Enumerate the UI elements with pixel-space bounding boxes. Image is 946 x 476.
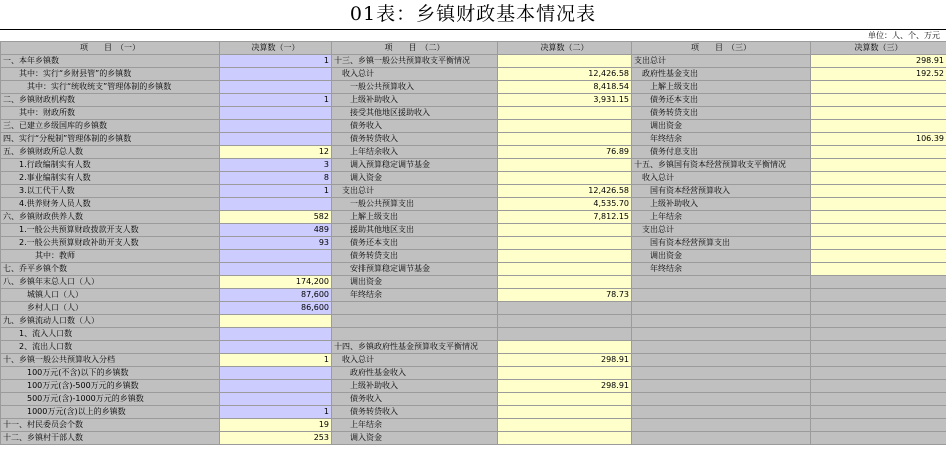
table-row xyxy=(1,211,946,224)
item-label-col3 xyxy=(632,315,811,328)
value-cell-col2[interactable]: 4,535.70 xyxy=(498,198,632,211)
value-cell-col3[interactable]: 192.52 xyxy=(811,68,946,81)
value-cell-col3[interactable] xyxy=(811,185,946,198)
item-label-col1: 2.事业编制实有人数 xyxy=(1,172,220,185)
value-cell-col1[interactable] xyxy=(220,367,332,380)
value-cell-col1[interactable]: 1 xyxy=(220,185,332,198)
item-label-col3 xyxy=(632,380,811,393)
value-cell-col3 xyxy=(811,302,946,315)
value-cell-col1[interactable]: 3 xyxy=(220,159,332,172)
item-label-col3 xyxy=(632,367,811,380)
value-cell-col3 xyxy=(811,315,946,328)
value-cell-col3[interactable] xyxy=(811,224,946,237)
value-cell-col1[interactable] xyxy=(220,107,332,120)
table-row xyxy=(1,380,946,393)
value-cell-col1[interactable] xyxy=(220,68,332,81)
table-row xyxy=(1,120,946,133)
item-label-col3: 调出资金 xyxy=(632,120,811,133)
table-row xyxy=(1,276,946,289)
item-label-col2: 十三、乡镇一般公共预算收支平衡情况 xyxy=(332,55,498,68)
item-label-col1: 500万元(含)-1000万元的乡镇数 xyxy=(1,393,220,406)
value-cell-col2[interactable]: 3,931.15 xyxy=(498,94,632,107)
item-label-col2: 援助其他地区支出 xyxy=(332,224,498,237)
value-cell-col2[interactable] xyxy=(498,419,632,432)
table-row xyxy=(1,68,946,81)
table-row xyxy=(1,367,946,380)
value-cell-col1[interactable] xyxy=(220,198,332,211)
value-cell-col1[interactable]: 1 xyxy=(220,94,332,107)
item-label-col2: 调入资金 xyxy=(332,432,498,445)
table-row xyxy=(1,354,946,367)
value-cell-col1[interactable]: 582 xyxy=(220,211,332,224)
value-cell-col3 xyxy=(811,341,946,354)
item-label-col1: 三、已建立乡级国库的乡镇数 xyxy=(1,120,220,133)
value-cell-col2[interactable] xyxy=(498,237,632,250)
unit-note: 单位：人、个、万元 xyxy=(868,31,940,40)
header-col1-label: 项 目 （一） xyxy=(1,42,220,55)
value-cell-col3 xyxy=(811,289,946,302)
item-label-col3: 上年结余 xyxy=(632,211,811,224)
item-label-col3 xyxy=(632,328,811,341)
item-label-col1: 3.以工代干人数 xyxy=(1,185,220,198)
value-cell-col2[interactable] xyxy=(498,133,632,146)
value-cell-col1[interactable] xyxy=(220,250,332,263)
value-cell-col2[interactable]: 12,426.58 xyxy=(498,185,632,198)
item-label-col3: 十五、乡镇国有资本经营预算收支平衡情况 xyxy=(632,159,811,172)
header-col1-value: 决算数（一） xyxy=(220,42,332,55)
value-cell-col2[interactable] xyxy=(498,367,632,380)
item-label-col2: 债务收入 xyxy=(332,120,498,133)
value-cell-col1[interactable]: 1 xyxy=(220,354,332,367)
table-row xyxy=(1,81,946,94)
table-row xyxy=(1,315,946,328)
item-label-col2: 债务转贷支出 xyxy=(332,250,498,263)
value-cell-col2[interactable]: 298.91 xyxy=(498,380,632,393)
item-label-col3 xyxy=(632,341,811,354)
item-label-col2: 政府性基金收入 xyxy=(332,367,498,380)
item-label-col2: 上年结余收入 xyxy=(332,146,498,159)
header-col3-value: 决算数（三） xyxy=(811,42,946,55)
value-cell-col3[interactable] xyxy=(811,211,946,224)
header-col3-label: 项 目 （三） xyxy=(632,42,811,55)
value-cell-col3 xyxy=(811,367,946,380)
item-label-col2: 收入总计 xyxy=(332,68,498,81)
item-label-col1: 1000万元(含)以上的乡镇数 xyxy=(1,406,220,419)
item-label-col1: 城镇人口（人） xyxy=(1,289,220,302)
value-cell-col3[interactable] xyxy=(811,159,946,172)
value-cell-col1[interactable] xyxy=(220,133,332,146)
item-label-col2: 安排预算稳定调节基金 xyxy=(332,263,498,276)
item-label-col3 xyxy=(632,302,811,315)
item-label-col3 xyxy=(632,289,811,302)
value-cell-col2[interactable] xyxy=(498,393,632,406)
item-label-col2: 收入总计 xyxy=(332,354,498,367)
value-cell-col2[interactable] xyxy=(498,406,632,419)
value-cell-col2[interactable]: 298.91 xyxy=(498,354,632,367)
value-cell-col1[interactable] xyxy=(220,393,332,406)
table-row xyxy=(1,341,946,354)
item-label-col1: 其中：教师 xyxy=(1,250,220,263)
table-row xyxy=(1,133,946,146)
value-cell-col2[interactable] xyxy=(498,263,632,276)
item-label-col3: 年终结余 xyxy=(632,263,811,276)
item-label-col2: 调入预算稳定调节基金 xyxy=(332,159,498,172)
value-cell-col2[interactable] xyxy=(498,159,632,172)
value-cell-col1[interactable] xyxy=(220,315,332,328)
value-cell-col2[interactable]: 8,418.54 xyxy=(498,81,632,94)
table-row xyxy=(1,107,946,120)
value-cell-col1[interactable]: 174,200 xyxy=(220,276,332,289)
table-row xyxy=(1,159,946,172)
item-label-col2: 支出总计 xyxy=(332,185,498,198)
value-cell-col2 xyxy=(498,302,632,315)
table-row xyxy=(1,198,946,211)
value-cell-col1[interactable]: 19 xyxy=(220,419,332,432)
table-row xyxy=(1,406,946,419)
item-label-col1: 八、乡镇年末总人口（人） xyxy=(1,276,220,289)
item-label-col2: 上级补助收入 xyxy=(332,380,498,393)
item-label-col2 xyxy=(332,328,498,341)
item-label-col3 xyxy=(632,354,811,367)
item-label-col2 xyxy=(332,302,498,315)
table-row xyxy=(1,250,946,263)
value-cell-col1[interactable] xyxy=(220,81,332,94)
item-label-col3: 债务转贷支出 xyxy=(632,107,811,120)
value-cell-col3[interactable] xyxy=(811,107,946,120)
value-cell-col2[interactable] xyxy=(498,276,632,289)
item-label-col1: 乡村人口（人） xyxy=(1,302,220,315)
value-cell-col2[interactable] xyxy=(498,55,632,68)
item-label-col1: 十一、村民委员会个数 xyxy=(1,419,220,432)
value-cell-col3[interactable]: 106.39 xyxy=(811,133,946,146)
item-label-col1: 十二、乡镇村干部人数 xyxy=(1,432,220,445)
item-label-col3: 收入总计 xyxy=(632,172,811,185)
value-cell-col2[interactable] xyxy=(498,432,632,445)
item-label-col1: 1.行政编制实有人数 xyxy=(1,159,220,172)
value-cell-col2[interactable]: 7,812.15 xyxy=(498,211,632,224)
value-cell-col2[interactable] xyxy=(498,120,632,133)
item-label-col2: 债务还本支出 xyxy=(332,237,498,250)
item-label-col3: 调出资金 xyxy=(632,250,811,263)
value-cell-col3[interactable]: 298.91 xyxy=(811,55,946,68)
item-label-col3 xyxy=(632,406,811,419)
value-cell-col3[interactable] xyxy=(811,237,946,250)
table-row xyxy=(1,432,946,445)
item-label-col1: 一、本年乡镇数 xyxy=(1,55,220,68)
item-label-col1: 其中：实行“乡财县管”的乡镇数 xyxy=(1,68,220,81)
value-cell-col3 xyxy=(811,276,946,289)
value-cell-col3[interactable] xyxy=(811,81,946,94)
item-label-col3: 政府性基金支出 xyxy=(632,68,811,81)
value-cell-col1[interactable] xyxy=(220,341,332,354)
value-cell-col3 xyxy=(811,393,946,406)
table-row xyxy=(1,302,946,315)
value-cell-col1[interactable] xyxy=(220,120,332,133)
value-cell-col3 xyxy=(811,354,946,367)
item-label-col3: 债务还本支出 xyxy=(632,94,811,107)
table-row xyxy=(1,146,946,159)
item-label-col1: 4.供养财务人员人数 xyxy=(1,198,220,211)
item-label-col3 xyxy=(632,276,811,289)
value-cell-col3 xyxy=(811,419,946,432)
item-label-col1: 100万元(含)-500万元的乡镇数 xyxy=(1,380,220,393)
item-label-col2: 债务转贷收入 xyxy=(332,133,498,146)
table-row xyxy=(1,172,946,185)
item-label-col2: 一般公共预算收入 xyxy=(332,81,498,94)
item-label-col1: 2.一般公共预算财政补助开支人数 xyxy=(1,237,220,250)
item-label-col3: 上级补助收入 xyxy=(632,198,811,211)
value-cell-col2[interactable]: 78.73 xyxy=(498,289,632,302)
item-label-col2: 上年结余 xyxy=(332,419,498,432)
item-label-col3: 国有资本经营预算支出 xyxy=(632,237,811,250)
value-cell-col2[interactable] xyxy=(498,250,632,263)
value-cell-col2[interactable]: 12,426.58 xyxy=(498,68,632,81)
table-row xyxy=(1,328,946,341)
value-cell-col3[interactable] xyxy=(811,146,946,159)
item-label-col3: 债务付息支出 xyxy=(632,146,811,159)
item-label-col2: 上级补助收入 xyxy=(332,94,498,107)
value-cell-col1[interactable]: 87,600 xyxy=(220,289,332,302)
item-label-col2: 上解上级支出 xyxy=(332,211,498,224)
header-col2-label: 项 目 （二） xyxy=(332,42,498,55)
value-cell-col1[interactable]: 86,600 xyxy=(220,302,332,315)
item-label-col2: 接受其他地区援助收入 xyxy=(332,107,498,120)
value-cell-col2[interactable] xyxy=(498,341,632,354)
item-label-col1: 2、流出人口数 xyxy=(1,341,220,354)
header-col2-value: 决算数（二） xyxy=(498,42,632,55)
value-cell-col2[interactable] xyxy=(498,107,632,120)
item-label-col2: 调出资金 xyxy=(332,276,498,289)
value-cell-col3 xyxy=(811,380,946,393)
value-cell-col1[interactable]: 12 xyxy=(220,146,332,159)
table-row xyxy=(1,55,946,68)
value-cell-col1[interactable]: 1 xyxy=(220,406,332,419)
value-cell-col1[interactable]: 1 xyxy=(220,55,332,68)
report-title xyxy=(0,0,946,30)
item-label-col3: 上解上级支出 xyxy=(632,81,811,94)
item-label-col2: 一般公共预算支出 xyxy=(332,198,498,211)
item-label-col1: 十、乡镇一般公共预算收入分档 xyxy=(1,354,220,367)
item-label-col2: 十四、乡镇政府性基金预算收支平衡情况 xyxy=(332,341,498,354)
item-label-col3 xyxy=(632,393,811,406)
value-cell-col3[interactable] xyxy=(811,94,946,107)
item-label-col2: 债务收入 xyxy=(332,393,498,406)
table-row xyxy=(1,263,946,276)
item-label-col1: 六、乡镇财政供养人数 xyxy=(1,211,220,224)
value-cell-col3 xyxy=(811,432,946,445)
item-label-col1: 七、乔平乡镇个数 xyxy=(1,263,220,276)
value-cell-col3[interactable] xyxy=(811,263,946,276)
item-label-col1: 五、乡镇财政所总人数 xyxy=(1,146,220,159)
item-label-col3 xyxy=(632,419,811,432)
value-cell-col3[interactable] xyxy=(811,250,946,263)
table-row xyxy=(1,237,946,250)
value-cell-col2 xyxy=(498,315,632,328)
table-row xyxy=(1,419,946,432)
value-cell-col1[interactable] xyxy=(220,380,332,393)
report-title-text: 01表：乡镇财政基本情况表 xyxy=(349,3,597,25)
value-cell-col3[interactable] xyxy=(811,198,946,211)
value-cell-col3 xyxy=(811,328,946,341)
header-row xyxy=(1,42,946,55)
item-label-col1: 其中：实行“统收统支”管理体制的乡镇数 xyxy=(1,81,220,94)
value-cell-col1[interactable]: 93 xyxy=(220,237,332,250)
item-label-col2: 债务转贷收入 xyxy=(332,406,498,419)
item-label-col3: 国有资本经营预算收入 xyxy=(632,185,811,198)
table-row xyxy=(1,94,946,107)
item-label-col1: 1.一般公共预算财政拨款开支人数 xyxy=(1,224,220,237)
item-label-col1: 四、实行“分税制”管理体制的乡镇数 xyxy=(1,133,220,146)
item-label-col1: 九、乡镇流动人口数（人） xyxy=(1,315,220,328)
item-label-col3: 年终结余 xyxy=(632,133,811,146)
value-cell-col1[interactable] xyxy=(220,263,332,276)
table-row xyxy=(1,393,946,406)
item-label-col3 xyxy=(632,432,811,445)
item-label-col1: 100万元(不含)以下的乡镇数 xyxy=(1,367,220,380)
value-cell-col2[interactable]: 76.89 xyxy=(498,146,632,159)
value-cell-col2 xyxy=(498,328,632,341)
value-cell-col1[interactable]: 8 xyxy=(220,172,332,185)
item-label-col1: 1、流入人口数 xyxy=(1,328,220,341)
item-label-col1: 二、乡镇财政机构数 xyxy=(1,94,220,107)
value-cell-col1[interactable]: 489 xyxy=(220,224,332,237)
item-label-col2: 调入资金 xyxy=(332,172,498,185)
table-row xyxy=(1,185,946,198)
report-table xyxy=(0,41,946,445)
value-cell-col1[interactable] xyxy=(220,328,332,341)
item-label-col2 xyxy=(332,315,498,328)
item-label-col3: 支出总计 xyxy=(632,55,811,68)
value-cell-col2[interactable] xyxy=(498,172,632,185)
table-row xyxy=(1,224,946,237)
value-cell-col3[interactable] xyxy=(811,172,946,185)
table-row xyxy=(1,289,946,302)
item-label-col3: 支出总计 xyxy=(632,224,811,237)
item-label-col2: 年终结余 xyxy=(332,289,498,302)
value-cell-col3 xyxy=(811,406,946,419)
value-cell-col1[interactable]: 253 xyxy=(220,432,332,445)
item-label-col1: 其中：财政所数 xyxy=(1,107,220,120)
value-cell-col2[interactable] xyxy=(498,224,632,237)
value-cell-col3[interactable] xyxy=(811,120,946,133)
